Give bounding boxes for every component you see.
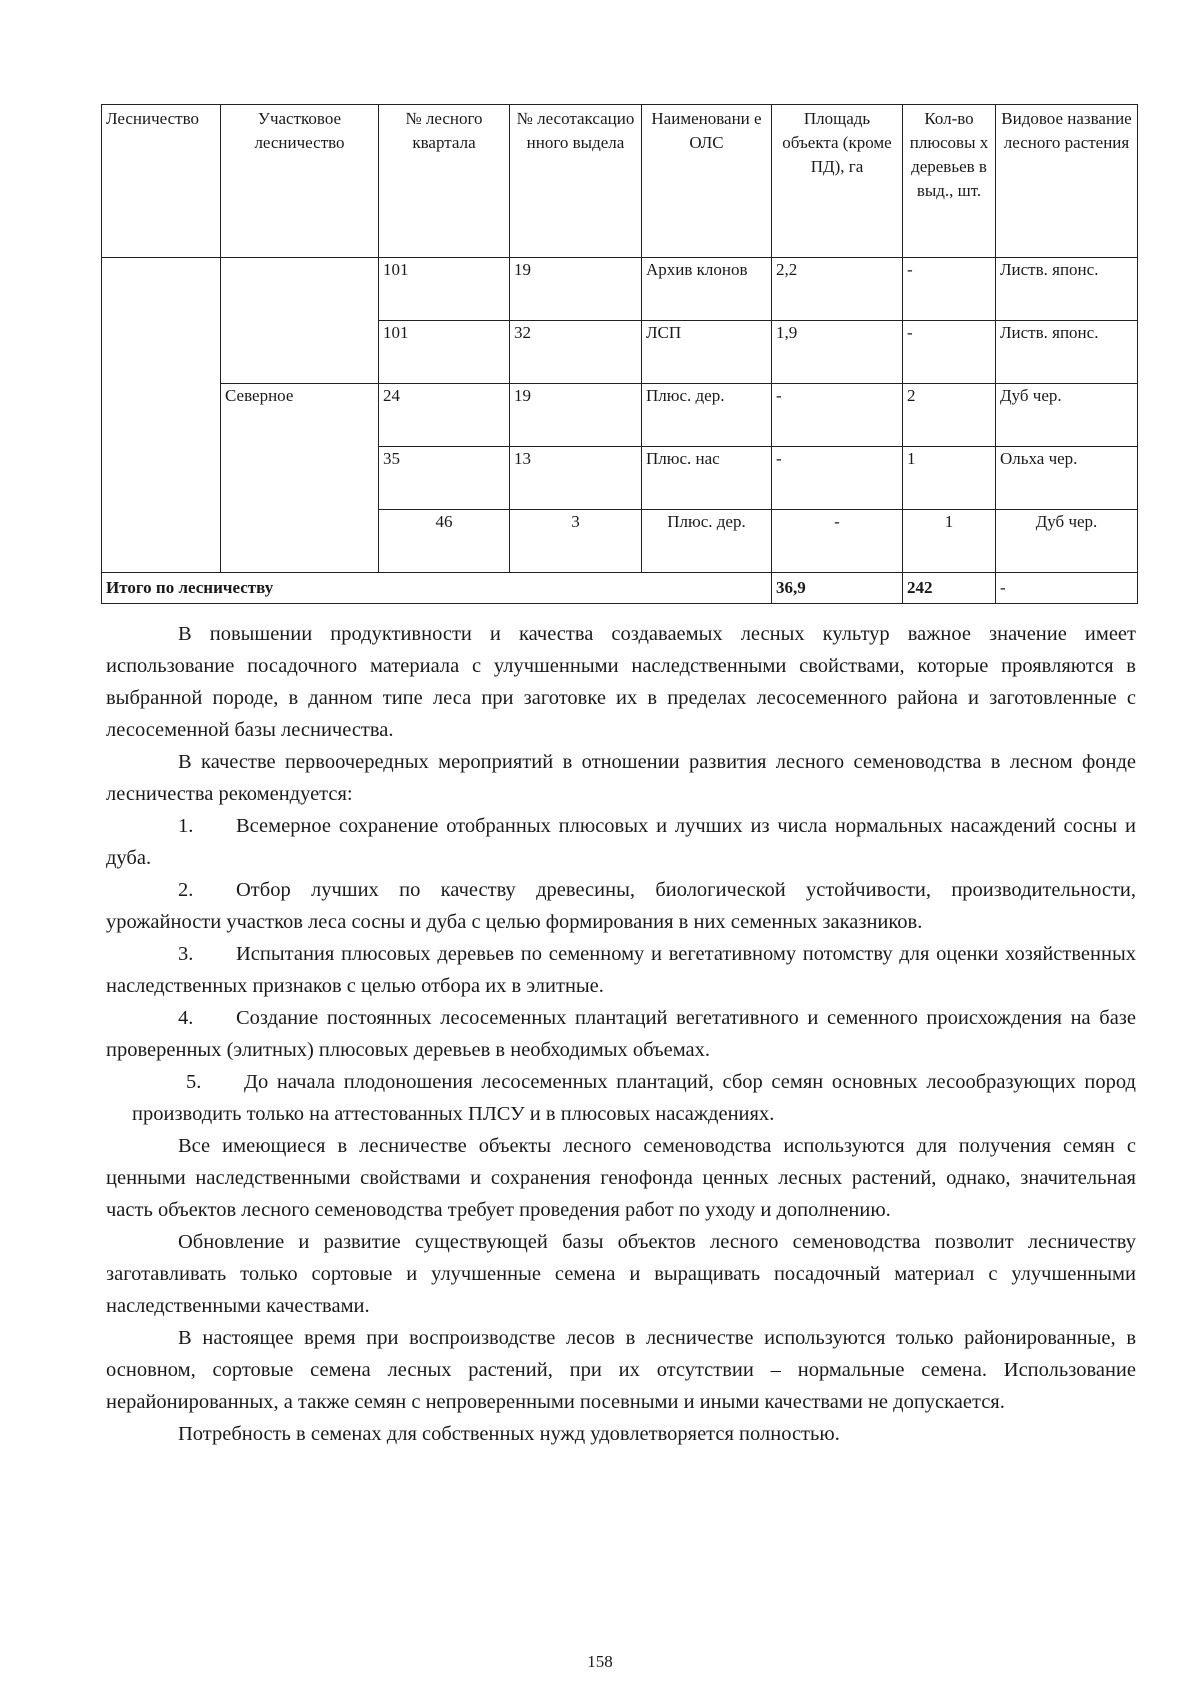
area-cell: 1,9	[772, 321, 903, 384]
species-cell: Ольха чер.	[996, 447, 1138, 510]
vydel-cell: 13	[510, 447, 642, 510]
ols-name-cell: Плюс. дер.	[642, 384, 772, 447]
list-item-text: Испытания плюсовых деревьев по семенному и вегетативному потомству для оценки хозяйственных наследственных признаков с целью отбора их в элитные.	[106, 943, 1136, 997]
count-cell: 1	[903, 510, 996, 573]
list-item-number: 1.	[178, 815, 194, 837]
paragraph: В качестве первоочередных мероприятий в отношении развития лесного семеноводства в лесном фонде лесничества рекомендуется:	[106, 751, 1136, 805]
ols-name-cell: Архив клонов	[642, 258, 772, 321]
area-cell: -	[772, 384, 903, 447]
col-header-area: Площадь объекта (кроме ПД), га	[772, 105, 903, 258]
count-cell: 2	[903, 384, 996, 447]
lesnichestvo-cell	[102, 258, 221, 573]
table-total-row	[102, 573, 1138, 604]
list-item-text: Отбор лучших по качеству древесины, биологической устойчивости, производительности, урожайности участков леса сосны и дуба с целью формирования в них семенных заказников.	[106, 879, 1136, 933]
vydel-cell: 19	[510, 258, 642, 321]
region-cell-empty	[221, 258, 379, 384]
species-cell: Листв. японс.	[996, 321, 1138, 384]
kvartal-cell: 101	[379, 321, 510, 384]
list-item	[106, 874, 1136, 938]
vydel-cell: 3	[510, 510, 642, 573]
paragraph: Потребность в семенах для собственных нужд удовлетворяется полностью.	[178, 1423, 840, 1445]
vydel-cell: 19	[510, 384, 642, 447]
col-header-vydel: № лесотаксацио нного выдела	[510, 105, 642, 258]
list-item-text: Всемерное сохранение отобранных плюсовых и лучших из числа нормальных насаждений сосны и дуба.	[106, 815, 1136, 869]
kvartal-cell: 24	[379, 384, 510, 447]
table-row	[102, 384, 1138, 447]
area-cell: 2,2	[772, 258, 903, 321]
kvartal-cell: 35	[379, 447, 510, 510]
seed-objects-table	[101, 104, 1138, 604]
ols-name-cell: ЛСП	[642, 321, 772, 384]
list-item-number: 5.	[186, 1071, 202, 1093]
list-item	[106, 1002, 1136, 1066]
list-item-number: 2.	[178, 879, 194, 901]
total-area: 36,9	[772, 573, 903, 604]
list-item	[106, 938, 1136, 1002]
count-cell: 1	[903, 447, 996, 510]
species-cell: Дуб чер.	[996, 384, 1138, 447]
count-cell: -	[903, 321, 996, 384]
species-cell: Листв. японс.	[996, 258, 1138, 321]
col-header-ols-name: Наименовани е ОЛС	[642, 105, 772, 258]
count-cell: -	[903, 258, 996, 321]
kvartal-cell: 46	[379, 510, 510, 573]
paragraph: Обновление и развитие существующей базы объектов лесного семеноводства позволит лесничеству заготавливать только сортовые и улучшенные семена и выращивать посадочный материал с улучшенными наследственными качествами.	[106, 1231, 1136, 1317]
vydel-cell: 32	[510, 321, 642, 384]
list-item-text: До начала плодоношения лесосеменных плантаций, сбор семян основных лесообразующих пород производить только на аттестованных ПЛСУ и в плюсовых насаждениях.	[132, 1071, 1136, 1125]
ols-name-cell: Плюс. нас	[642, 447, 772, 510]
table-row	[102, 258, 1138, 321]
col-header-plus-count: Кол-во плюсовы х деревьев в выд., шт.	[903, 105, 996, 258]
total-label: Итого по лесничеству	[102, 573, 772, 604]
col-header-species: Видовое название лесного растения	[996, 105, 1138, 258]
area-cell: -	[772, 447, 903, 510]
paragraph: Все имеющиеся в лесничестве объекты лесного семеноводства используются для получения семян с ценными наследственными свойствами и сохранения генофонда ценных лесных растений, однако, значительная часть объектов лесного семеноводства требует проведения работ по уходу и дополнению.	[106, 1135, 1136, 1221]
species-cell: Дуб чер.	[996, 510, 1138, 573]
list-item	[106, 1066, 1136, 1130]
page-number: 158	[587, 1652, 613, 1671]
col-header-uchastkovoe: Участковое лесничество	[221, 105, 379, 258]
total-count: 242	[903, 573, 996, 604]
list-item-number: 4.	[178, 1007, 194, 1029]
list-item-text: Создание постоянных лесосеменных плантаций вегетативного и семенного происхождения на базе проверенных (элитных) плюсовых деревьев в необходимых объемах.	[106, 1007, 1136, 1061]
region-cell: Северное	[221, 384, 379, 573]
col-header-kvartal: № лесного квартала	[379, 105, 510, 258]
list-item-number: 3.	[178, 943, 194, 965]
list-item	[106, 810, 1136, 874]
kvartal-cell: 101	[379, 258, 510, 321]
area-cell: -	[772, 510, 903, 573]
body-text	[106, 618, 1136, 1450]
col-header-lesnichestvo: Лесничество	[102, 105, 221, 258]
total-species: -	[996, 573, 1138, 604]
ols-name-cell: Плюс. дер.	[642, 510, 772, 573]
table-header-row	[102, 105, 1138, 258]
paragraph: В настоящее время при воспроизводстве лесов в лесничестве используются только районированные, в основном, сортовые семена лесных растений, при их отсутствии – нормальные семена. Использование нерайонированных, а также семян с непроверенными посевными и иными качествами не допускается.	[106, 1327, 1136, 1413]
paragraph: В повышении продуктивности и качества создаваемых лесных культур важное значение имеет использование посадочного материала с улучшенными наследственными свойствами, которые проявляются в выбранной породе, в данном типе леса при заготовке их в пределах лесосеменного района и заготовленные с лесосеменной базы лесничества.	[106, 623, 1136, 741]
